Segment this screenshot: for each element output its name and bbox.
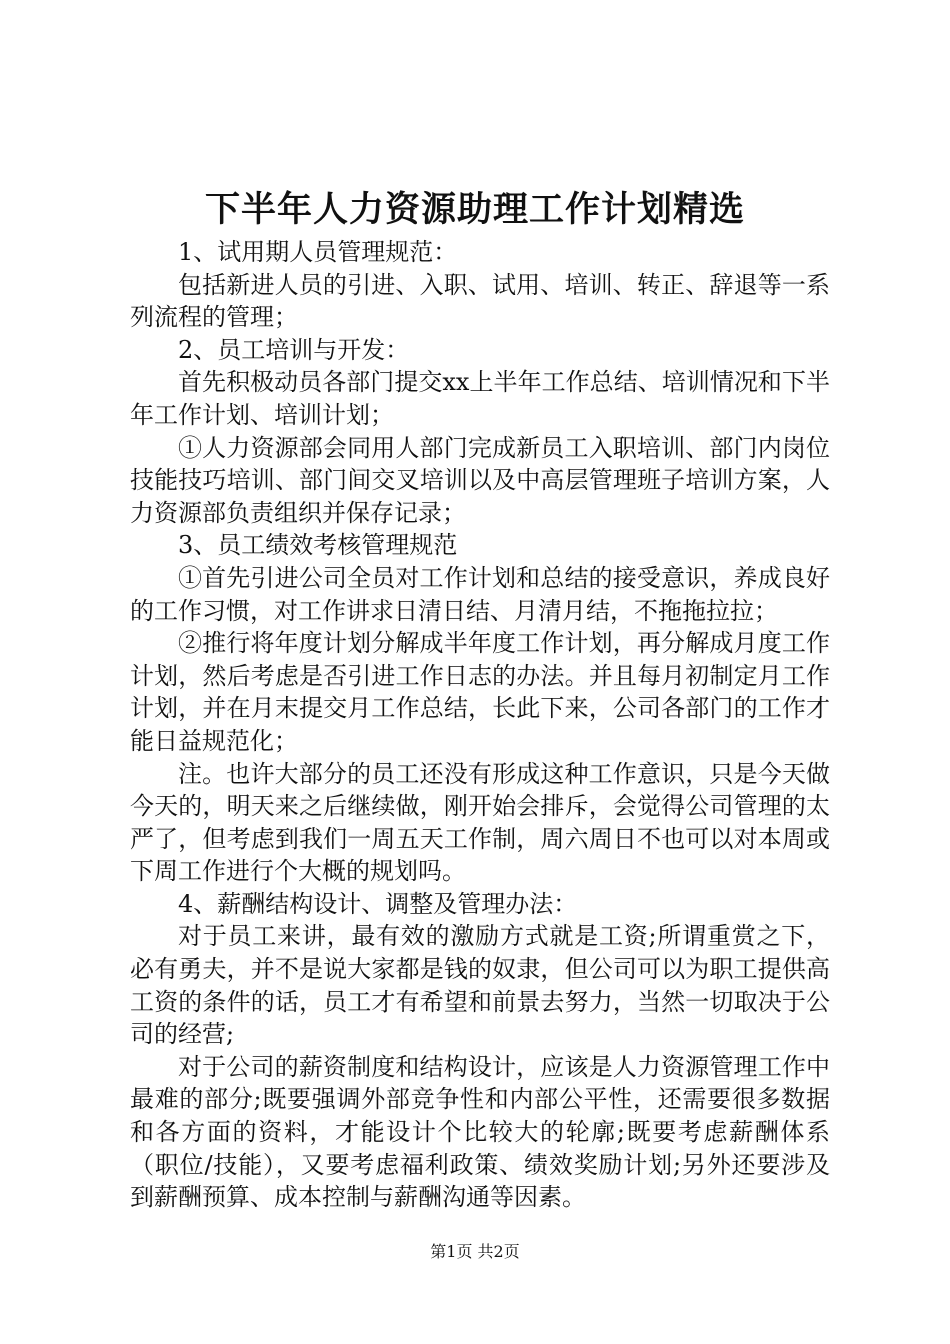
section-heading-1: 1、试用期人员管理规范：	[178, 238, 458, 266]
section-heading-3: 3、员工绩效考核管理规范	[178, 531, 458, 560]
document-body	[130, 236, 830, 1214]
paragraph: 包括新进人员的引进、入职、试用、培训、转正、辞退等一系列流程的管理；	[130, 270, 830, 332]
document-title: 下半年人力资源助理工作计划精选	[204, 189, 745, 230]
paragraph: ②推行将年度计划分解成半年度工作计划，再分解成月度工作计划，然后考虑是否引进工作日志的办法。并且每月初制定月工作计划，并在月末提交月工作总结，长此下来，公司各部门的工作才能日益规范化；	[130, 629, 830, 755]
paragraph: ①人力资源部会同用人部门完成新员工入职培训、部门内岗位技能技巧培训、部门间交叉培训以及中高层管理班子培训方案，人力资源部负责组织并保存记录；	[130, 433, 830, 527]
section-heading-4: 4、薪酬结构设计、调整及管理办法：	[178, 889, 578, 918]
paragraph: 首先积极动员各部门提交xx上半年工作总结、培训情况和下半年工作计划、培训计划；	[130, 368, 830, 429]
paragraph: ①首先引进公司全员对工作计划和总结的接受意识，养成良好的工作习惯，对工作讲求日清日结、月清月结，不拖拖拉拉；	[130, 563, 830, 625]
paragraph: 对于员工来讲，最有效的激励方式就是工资;所谓重赏之下，必有勇夫，并不是说大家都是钱的奴隶，但公司可以为职工提供高工资的条件的话，员工才有希望和前景去努力，当然一切取决于公司的经营;	[130, 922, 830, 1049]
paragraph: 注。也许大部分的员工还没有形成这种工作意识，只是今天做今天的，明天来之后继续做，刚开始会排斥，会觉得公司管理的太严了，但考虑到我们一周五天工作制，周六周日不也可以对本周或下周工作进行个大概的规划吗。	[130, 759, 830, 886]
paragraph: 对于公司的薪资制度和结构设计，应该是人力资源管理工作中最难的部分;既要强调外部竞争性和内部公平性，还需要很多数据和各方面的资料，才能设计个比较大的轮廓;既要考虑薪酬体系（职位/技能），又要考虑福利政策、绩效奖励计划;另外还要涉及到薪酬预算、成本控制与薪酬沟通等因素。	[130, 1052, 830, 1212]
page-footer: 第1页 共2页	[430, 1242, 520, 1261]
section-heading-2: 2、员工培训与开发：	[178, 335, 410, 364]
